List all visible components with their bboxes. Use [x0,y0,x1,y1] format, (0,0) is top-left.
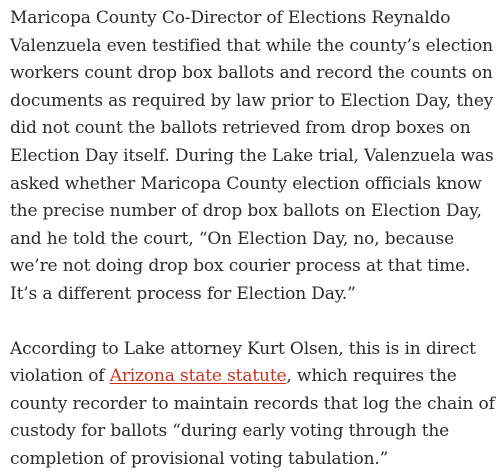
paragraph-text-before-link: According to Lake attorney Kurt Olsen, this is in direct violation of [10,338,476,387]
arizona-statute-link[interactable]: Arizona state statute [109,366,287,387]
paragraph-olsen-statute [10,336,498,474]
paragraph-text-after-link: , which requires the county recorder to maintain records that log the chain of custody for ballots “during early voting through the completion of provisional voting tabulation.” [10,366,495,469]
paragraph-valenzuela-testimony: Maricopa County Co-Director of Elections Reynaldo Valenzuela even testified that while the county’s election workers count drop box ballots and record the counts on documents as required by law prior to Election Day, they did not count the ballots retrieved from drop boxes on Election Day itself. During the Lake trial, Valenzuela was asked whether Maricopa County election officials know the precise number of drop box ballots on Election Day, and he told the court, “On Election Day, no, because we’re not doing drop box courier process at that time. It’s a different process for Election Day.” [10,8,494,304]
article-body [10,0,498,474]
